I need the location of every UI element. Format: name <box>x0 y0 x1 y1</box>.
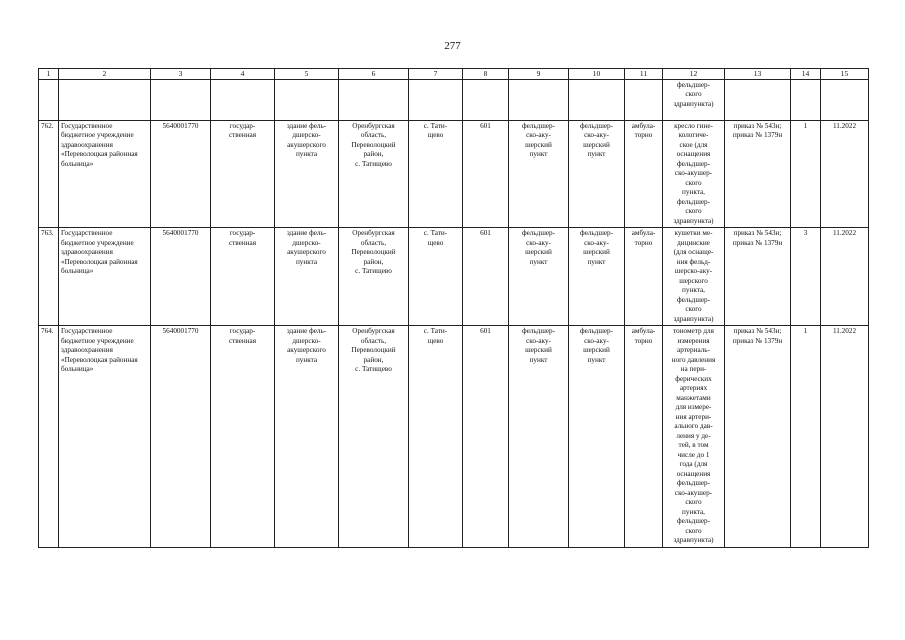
ownership-cell: государ- ственная <box>211 326 275 548</box>
building-cell: здание фель- дшерско- акушерского пункта <box>275 326 339 548</box>
orders-cell: приказ № 543н; приказ № 1379н <box>725 326 791 548</box>
care-condition-cell: амбула- торно <box>625 120 663 228</box>
row-number: 762. <box>39 120 59 228</box>
column-number: 3 <box>151 69 211 80</box>
inn-cell: 5640001770 <box>151 326 211 548</box>
locality-cell: с. Тати- щево <box>409 120 463 228</box>
column-number: 9 <box>509 69 569 80</box>
column-number: 6 <box>339 69 409 80</box>
unit-type-cell: фельдшер- ско-аку- шерский пункт <box>569 228 625 326</box>
row-number: 763. <box>39 228 59 326</box>
column-number: 13 <box>725 69 791 80</box>
continuation-row <box>39 79 869 120</box>
code-cell: 601 <box>463 120 509 228</box>
ownership-cell: государ- ственная <box>211 228 275 326</box>
equipment-cell: кресло гине- кологиче- ское (для оснащения фельдшер- ско-акушер- ского пункта, фельдшер- ского здравпункта) <box>663 120 725 228</box>
organization-cell: Государственное бюджетное учреждение здравоохранения «Переволоцкая районная больница» <box>59 228 151 326</box>
equipment-cell-continued: фельдшер- ского здравпункта) <box>663 79 725 120</box>
table-row <box>39 228 869 326</box>
table-row <box>39 120 869 228</box>
column-number: 5 <box>275 69 339 80</box>
unit-cell: фельдшер- ско-аку- шерский пункт <box>509 228 569 326</box>
ownership-cell: государ- ственная <box>211 120 275 228</box>
locality-cell: с. Тати- щево <box>409 228 463 326</box>
locality-cell: с. Тати- щево <box>409 326 463 548</box>
organization-cell: Государственное бюджетное учреждение здравоохранения «Переволоцкая районная больница» <box>59 120 151 228</box>
equipment-cell: тонометр для измерения артериаль- ного давления на пери- ферических артериях манжетами для измере- ния артери- ального дав- ления у де- тей, в том числе до 1 года (для оснащения фельдшер- ско-акушер- ского пункта, фельдшер- ского здравпункта) <box>663 326 725 548</box>
column-number: 7 <box>409 69 463 80</box>
column-number: 4 <box>211 69 275 80</box>
date-cell: 11.2022 <box>821 228 869 326</box>
code-cell: 601 <box>463 326 509 548</box>
inn-cell: 5640001770 <box>151 120 211 228</box>
inn-cell: 5640001770 <box>151 228 211 326</box>
column-number: 12 <box>663 69 725 80</box>
equipment-cell: кушетки ме- дицинские (для оснаще- ния фельд- шерско-аку- шерского пункта, фельдшер- ского здравпункта) <box>663 228 725 326</box>
column-number: 10 <box>569 69 625 80</box>
date-cell: 11.2022 <box>821 120 869 228</box>
unit-cell: фельдшер- ско-аку- шерский пункт <box>509 120 569 228</box>
column-number: 15 <box>821 69 869 80</box>
date-cell: 11.2022 <box>821 326 869 548</box>
quantity-cell: 1 <box>791 120 821 228</box>
row-number: 764. <box>39 326 59 548</box>
registry-table <box>38 68 869 548</box>
care-condition-cell: амбула- торно <box>625 228 663 326</box>
unit-type-cell: фельдшер- ско-аку- шерский пункт <box>569 326 625 548</box>
orders-cell: приказ № 543н; приказ № 1379н <box>725 120 791 228</box>
column-number: 2 <box>59 69 151 80</box>
building-cell: здание фель- дшерско- акушерского пункта <box>275 120 339 228</box>
column-number: 11 <box>625 69 663 80</box>
table-row <box>39 326 869 548</box>
column-number-row <box>39 69 869 80</box>
quantity-cell: 1 <box>791 326 821 548</box>
care-condition-cell: амбула- торно <box>625 326 663 548</box>
code-cell: 601 <box>463 228 509 326</box>
address-cell: Оренбургская область, Переволоцкий район, с. Татищево <box>339 228 409 326</box>
address-cell: Оренбургская область, Переволоцкий район, с. Татищево <box>339 326 409 548</box>
organization-cell: Государственное бюджетное учреждение здравоохранения «Переволоцкая районная больница» <box>59 326 151 548</box>
column-number: 8 <box>463 69 509 80</box>
building-cell: здание фель- дшерско- акушерского пункта <box>275 228 339 326</box>
column-number: 1 <box>39 69 59 80</box>
quantity-cell: 3 <box>791 228 821 326</box>
column-number: 14 <box>791 69 821 80</box>
address-cell: Оренбургская область, Переволоцкий район, с. Татищево <box>339 120 409 228</box>
unit-type-cell: фельдшер- ско-аку- шерский пункт <box>569 120 625 228</box>
page-number: 277 <box>444 40 461 52</box>
unit-cell: фельдшер- ско-аку- шерский пункт <box>509 326 569 548</box>
orders-cell: приказ № 543н; приказ № 1379н <box>725 228 791 326</box>
